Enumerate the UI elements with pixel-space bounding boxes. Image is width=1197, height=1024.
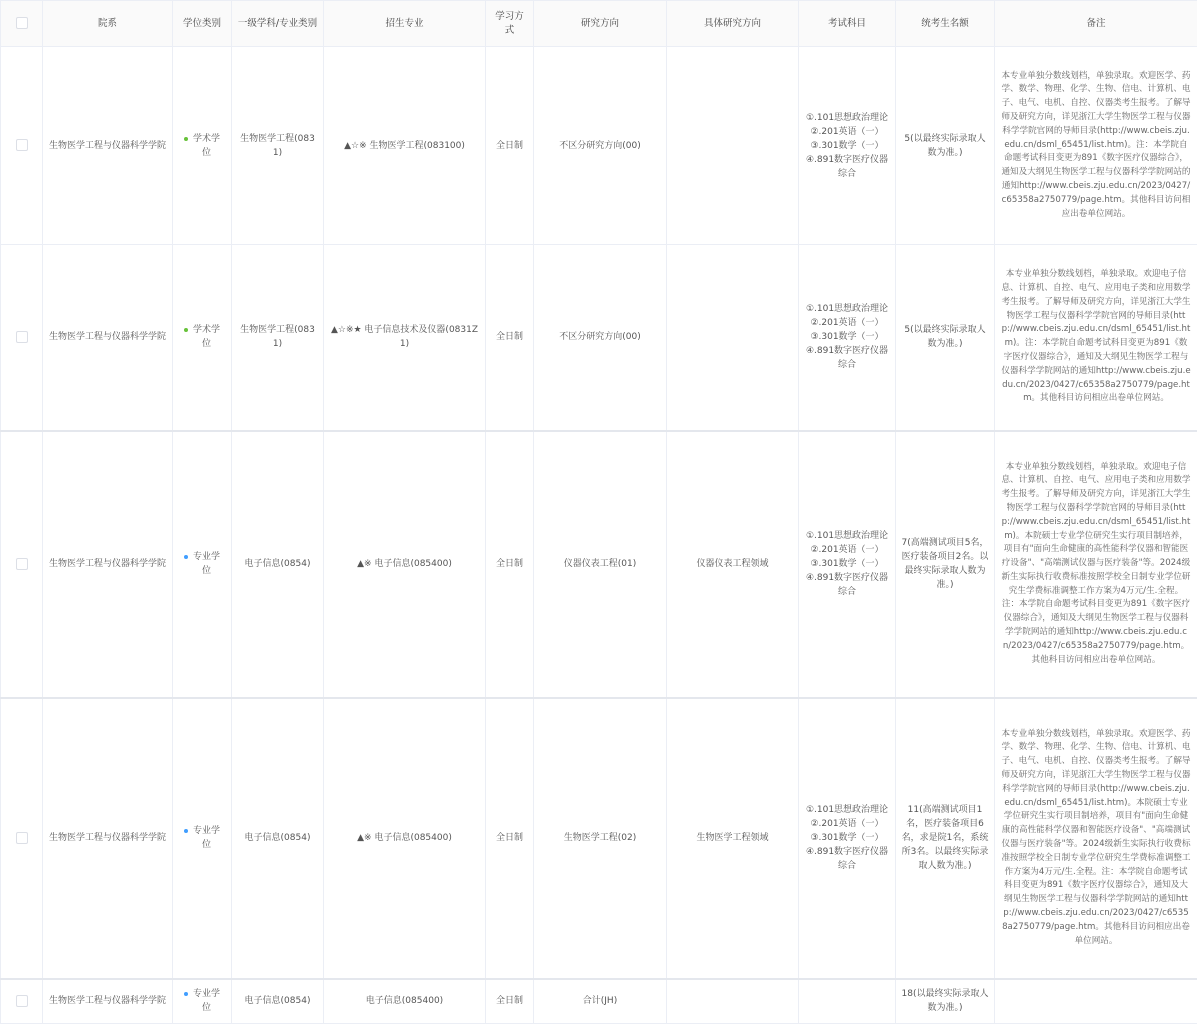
quota-cell: 18(以最终实际录取人数为准。) (896, 979, 995, 1024)
table-header-row (1, 1, 1197, 47)
row-select-cell[interactable] (1, 979, 43, 1024)
header-discipline[interactable]: 一级学科/专业类别 (232, 1, 324, 47)
specific-direction-cell: 生物医学工程领域 (667, 698, 799, 979)
exam-cell (799, 431, 896, 698)
row-checkbox[interactable] (16, 331, 28, 343)
table-row[interactable] (1, 47, 1197, 245)
mode-cell: 全日制 (486, 979, 534, 1024)
degree-label: 专业学位 (192, 552, 220, 576)
degree-dot-icon (184, 328, 188, 332)
note-cell: 本专业单独分数线划档，单独录取。欢迎电子信息、计算机、自控、电气、应用电子类和应用数学考生报考。了解导师及研究方向，详见浙江大学生物医学工程与仪器科学学院官网的导师目录(http://www.cbeis.zju.edu.cn/dsml_65451/list.htm)。本院硕士专业学位研究生实行项目制培养，项目有"面向生命健康的高性能科学仪器和智能医疗设备"、"高端测试仪器与医疗装备"等。2024级新生实际执行收费标准按照学校全日制专业学位研究生学费标准调整工作方案为4万元/生.全程。注：本学院自命题考试科目变更为891《数字医疗仪器综合》，通知及大纲见生物医学工程与仪器科学学院网站的通知http://www.cbeis.zju.edu.cn/2023/0427/c65358a2750779/page.htm。其他科目访问相应出卷单位网站。 (995, 431, 1197, 698)
select-all-checkbox[interactable] (16, 17, 28, 29)
header-specific-direction[interactable]: 具体研究方向 (667, 1, 799, 47)
row-checkbox[interactable] (16, 995, 28, 1007)
degree-dot-icon (184, 992, 188, 996)
exam-subject: ③.301数学（一） (810, 559, 884, 569)
table-row[interactable] (1, 245, 1197, 431)
degree-label: 专业学位 (192, 826, 220, 850)
degree-cell (173, 245, 232, 431)
degree-label: 专业学位 (192, 989, 220, 1014)
table-row[interactable] (1, 698, 1197, 979)
major-cell: ▲※ 电子信息(085400) (324, 431, 486, 698)
select-all-cell[interactable] (1, 1, 43, 47)
exam-subject: ①.101思想政治理论 (805, 112, 889, 123)
header-direction[interactable]: 研究方向 (534, 1, 667, 47)
major-cell: ▲※ 电子信息(085400) (324, 698, 486, 979)
direction-cell: 生物医学工程(02) (534, 698, 667, 979)
header-note[interactable]: 备注 (995, 1, 1197, 47)
discipline-cell: 电子信息(0854) (232, 698, 324, 979)
major-cell: ▲☆※★ 电子信息技术及仪器(0831Z1) (324, 245, 486, 431)
exam-subject: ④.891数字医疗仪器综合 (805, 154, 889, 179)
row-checkbox[interactable] (16, 558, 28, 570)
row-select-cell[interactable] (1, 47, 43, 245)
row-checkbox[interactable] (16, 832, 28, 844)
exam-subject: ④.891数字医疗仪器综合 (805, 573, 889, 597)
degree-dot-icon (184, 555, 188, 559)
exam-subject: ③.301数学（一） (810, 140, 884, 151)
row-select-cell[interactable] (1, 245, 43, 431)
header-mode[interactable]: 学习方式 (486, 1, 534, 47)
row-select-cell[interactable] (1, 431, 43, 698)
exam-subject: ②.201英语（一） (810, 318, 884, 329)
exam-subject: ④.891数字医疗仪器综合 (805, 847, 889, 871)
quota-cell: 11(高端测试项目1名，医疗装备项目6名，求是院1名，系统所3名。以最终实际录取人数为准。) (896, 698, 995, 979)
degree-label: 学术学位 (192, 133, 220, 158)
degree-cell (173, 431, 232, 698)
specific-direction-cell (667, 47, 799, 245)
direction-cell: 仪器仪表工程(01) (534, 431, 667, 698)
mode-cell: 全日制 (486, 47, 534, 245)
discipline-cell: 生物医学工程(0831) (232, 47, 324, 245)
note-cell (995, 979, 1197, 1024)
mode-cell: 全日制 (486, 431, 534, 698)
header-quota[interactable]: 统考生名额 (896, 1, 995, 47)
exam-subject: ④.891数字医疗仪器综合 (805, 346, 889, 371)
table-row[interactable] (1, 431, 1197, 698)
dept-cell: 生物医学工程与仪器科学学院 (43, 698, 173, 979)
exam-subject: ①.101思想政治理论 (805, 805, 889, 815)
table-row[interactable] (1, 979, 1197, 1024)
direction-cell: 合计(JH) (534, 979, 667, 1024)
degree-cell (173, 698, 232, 979)
dept-cell: 生物医学工程与仪器科学学院 (43, 431, 173, 698)
direction-cell: 不区分研究方向(00) (534, 47, 667, 245)
dept-cell: 生物医学工程与仪器科学学院 (43, 47, 173, 245)
degree-cell (173, 47, 232, 245)
discipline-cell: 电子信息(0854) (232, 431, 324, 698)
exam-subject: ③.301数学（一） (810, 833, 884, 843)
header-dept[interactable]: 院系 (43, 1, 173, 47)
degree-label: 学术学位 (192, 325, 220, 350)
header-degree[interactable]: 学位类别 (173, 1, 232, 47)
exam-cell (799, 47, 896, 245)
discipline-cell: 电子信息(0854) (232, 979, 324, 1024)
exam-subject: ③.301数学（一） (810, 332, 884, 343)
header-exam[interactable]: 考试科目 (799, 1, 896, 47)
quota-cell: 5(以最终实际录取人数为准。) (896, 47, 995, 245)
major-cell: ▲☆※ 生物医学工程(083100) (324, 47, 486, 245)
direction-cell: 不区分研究方向(00) (534, 245, 667, 431)
mode-cell: 全日制 (486, 698, 534, 979)
degree-cell (173, 979, 232, 1024)
dept-cell: 生物医学工程与仪器科学学院 (43, 979, 173, 1024)
specific-direction-cell (667, 979, 799, 1024)
specific-direction-cell: 仪器仪表工程领域 (667, 431, 799, 698)
exam-cell (799, 979, 896, 1024)
degree-dot-icon (184, 829, 188, 833)
exam-cell (799, 245, 896, 431)
exam-subject: ①.101思想政治理论 (805, 304, 889, 315)
mode-cell: 全日制 (486, 245, 534, 431)
exam-subject: ①.101思想政治理论 (805, 531, 889, 541)
quota-cell: 5(以最终实际录取人数为准。) (896, 245, 995, 431)
exam-cell (799, 698, 896, 979)
row-select-cell[interactable] (1, 698, 43, 979)
dept-cell: 生物医学工程与仪器科学学院 (43, 245, 173, 431)
exam-subject: ②.201英语（一） (810, 819, 884, 829)
exam-subject: ②.201英语（一） (810, 126, 884, 137)
note-cell: 本专业单独分数线划档，单独录取。欢迎医学、药学、数学、物理、化学、生物、信电、计算机、电子、电气、电机、自控、仪器类考生报考。了解导师及研究方向，详见浙江大学生物医学工程与仪器科学学院官网的导师目录(http://www.cbeis.zju.edu.cn/dsml_65451/list.htm)。本院硕士专业学位研究生实行项目制培养，项目有"面向生命健康的高性能科学仪器和智能医疗设备"、"高端测试仪器与医疗装备"等。2024级新生实际执行收费标准按照学校全日制专业学位研究生学费标准调整工作方案为4万元/生.全程。注：本学院自命题考试科目变更为891《数字医疗仪器综合》，通知及大纲见生物医学工程与仪器科学学院网站的通知http://www.cbeis.zju.edu.cn/2023/0427/c65358a2750779/page.htm。其他科目访问相应出卷单位网站。 (995, 698, 1197, 979)
quota-cell: 7(高端测试项目5名，医疗装备项目2名。以最终实际录取人数为准。) (896, 431, 995, 698)
row-checkbox[interactable] (16, 139, 28, 151)
major-cell: 电子信息(085400) (324, 979, 486, 1024)
note-cell: 本专业单独分数线划档，单独录取。欢迎电子信息、计算机、自控、电气、应用电子类和应用数学考生报考。了解导师及研究方向，详见浙江大学生物医学工程与仪器科学学院官网的导师目录(http://www.cbeis.zju.edu.cn/dsml_65451/list.htm)。注：本学院自命题考试科目变更为891《数字医疗仪器综合》，通知及大纲见生物医学工程与仪器科学学院网站的通知http://www.cbeis.zju.edu.cn/2023/0427/c65358a2750779/page.htm。其他科目访问相应出卷单位网站。 (995, 245, 1197, 431)
specific-direction-cell (667, 245, 799, 431)
discipline-cell: 生物医学工程(0831) (232, 245, 324, 431)
exam-subject: ②.201英语（一） (810, 545, 884, 555)
note-cell: 本专业单独分数线划档，单独录取。欢迎医学、药学、数学、物理、化学、生物、信电、计算机、电子、电气、电机、自控、仪器类考生报考。了解导师及研究方向，详见浙江大学生物医学工程与仪器科学学院官网的导师目录(http://www.cbeis.zju.edu.cn/dsml_65451/list.htm)。注：本学院自命题考试科目变更为891《数字医疗仪器综合》，通知及大纲见生物医学工程与仪器科学学院网站的通知http://www.cbeis.zju.edu.cn/2023/0427/c65358a2750779/page.htm。其他科目访问相应出卷单位网站。 (995, 47, 1197, 245)
header-major[interactable]: 招生专业 (324, 1, 486, 47)
degree-dot-icon (184, 137, 188, 141)
